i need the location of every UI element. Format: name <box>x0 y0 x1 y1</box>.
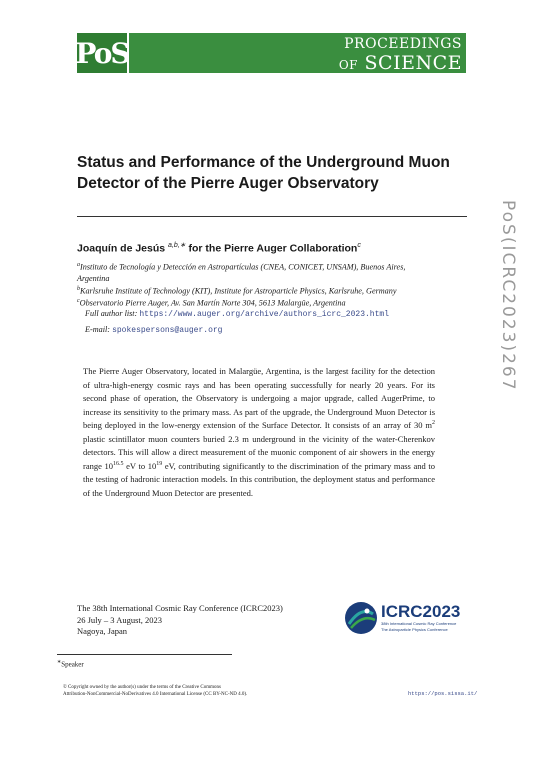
full-author-list <box>85 308 389 320</box>
footnote-rule <box>57 654 232 655</box>
abstract-sup3: 19 <box>156 460 163 467</box>
email-label: E-mail: <box>85 325 113 334</box>
affiliation-b <box>77 284 397 297</box>
side-stamp-text: PoS(ICRC2023)267 <box>498 200 518 392</box>
proceedings-banner <box>129 33 466 73</box>
aff-b-text: Karlsruhe Institute of Technology (KIT), Institute for Astroparticle Physics, Karlsruhe, Germany <box>80 286 397 296</box>
conference-location: Nagoya, Japan <box>77 626 128 636</box>
full-list-label: Full author list: <box>85 309 140 318</box>
footnote <box>57 659 84 668</box>
affiliation-a <box>77 260 407 284</box>
copyright-line2: Attribution-NonCommercial-NoDerivatives 4.0 International License (CC BY-NC-ND 4.0). <box>63 692 248 697</box>
banner-proceedings: PROCEEDINGS <box>344 36 462 52</box>
banner-of: OF <box>338 58 358 72</box>
banner-of-science <box>339 52 462 74</box>
abstract <box>83 365 435 500</box>
icrc-circle-icon <box>343 600 379 636</box>
collaboration: for the Pierre Auger Collaboration <box>185 242 358 255</box>
icrc-name: ICRC2023 <box>381 602 461 621</box>
copyright <box>63 684 363 698</box>
author-line <box>77 241 361 255</box>
footnote-text: Speaker <box>61 660 84 669</box>
abstract-part4: eV, contributing significantly to the discrimination of the primary mass and to the testing of hadronic interaction models. In this contribution, the deployment status and performance of the Underground Muon Detector are presented. <box>83 460 435 498</box>
email-link[interactable]: spokespersons@auger.org <box>112 326 223 335</box>
author-sup: a,b,∗ <box>168 242 186 249</box>
aff-b-label: b <box>77 286 80 292</box>
conference-info <box>77 603 283 638</box>
conference-dates: 26 July – 3 August, 2023 <box>77 614 163 625</box>
abstract-part1: The Pierre Auger Observatory, located in Malargüe, Argentina, is the largest facility for the detection of ultra-high-energy cosmic rays and has been operating successfully for nearly 20 years. For its second phase of operation, the Observatory is undergoing a major upgrade, called AugerPrime, to increase its sensitivity to the primary mass. As part of the upgrade, the Underground Muon Detector is being deployed in the low-energy extension of the Surface Detector. It consists of an array of 30 m <box>83 366 435 430</box>
full-list-link[interactable]: https://www.auger.org/archive/authors_icrc_2023.html <box>139 310 389 319</box>
collab-sup: c <box>357 242 361 249</box>
pos-logo <box>77 33 127 73</box>
banner-science: SCIENCE <box>364 52 462 74</box>
conference-name: The 38th International Cosmic Ray Conference (ICRC2023) <box>77 603 283 613</box>
side-stamp <box>496 200 536 470</box>
copyright-line1: © Copyright owned by the author(s) under the terms of the Creative Commons <box>63 685 221 690</box>
icrc-subtitle-2: The Astroparticle Physics Conference <box>381 627 448 632</box>
abstract-part2: plastic scintillator muon counters buried 2.3 m underground in the vicinity of the water-Cherenkov detectors. This will allow a direct measurement of the muonic component of air showers in the energy range 10 <box>83 433 435 471</box>
email-line <box>85 324 222 336</box>
abstract-part3: eV to 10 <box>123 460 157 471</box>
abstract-sup1: 2 <box>432 420 435 427</box>
footnote-mark: ∗ <box>57 660 62 665</box>
icrc-logo <box>343 600 473 640</box>
author-name: Joaquín de Jesús <box>77 242 166 255</box>
aff-c-text: Observatorio Pierre Auger, Av. San Martín Norte 304, 5613 Malargüe, Argentina <box>79 298 346 308</box>
affiliation-c <box>77 296 346 309</box>
aff-a-text: Instituto de Tecnología y Detección en Astropartículas (CNEA, CONICET, UNSAM), Buenos Aires, Argentina <box>77 262 406 283</box>
icrc-subtitle-1: 38th International Cosmic Ray Conference <box>381 621 457 626</box>
title-rule <box>77 216 467 217</box>
pos-url-link[interactable]: https://pos.sissa.it/ <box>408 690 478 697</box>
aff-c-label: c <box>77 298 80 304</box>
paper-title: Status and Performance of the Underground Muon Detector of the Pierre Auger Observatory <box>77 154 450 192</box>
aff-a-label: a <box>77 262 80 268</box>
pos-logo-text: PoS <box>75 36 129 70</box>
abstract-sup2: 16.5 <box>113 460 124 467</box>
